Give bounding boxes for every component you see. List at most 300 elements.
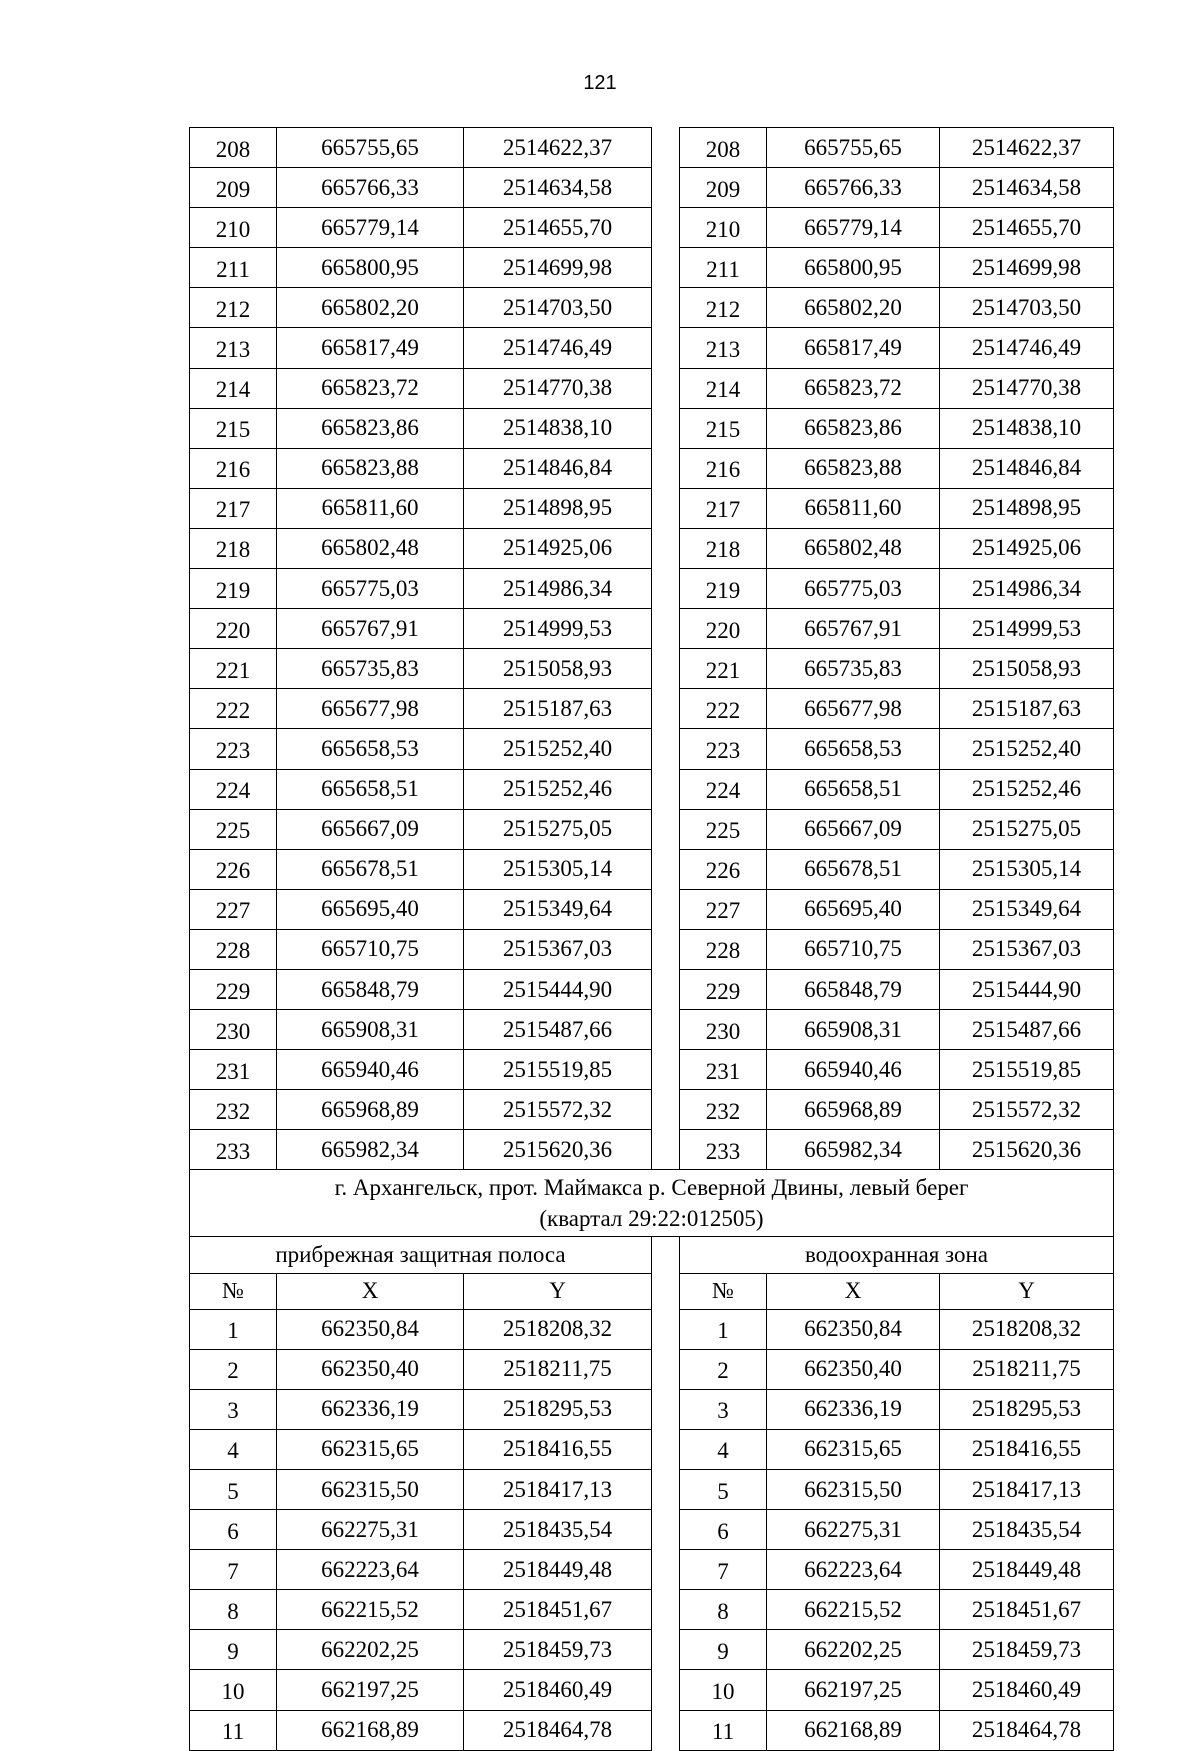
column-gap — [652, 1429, 680, 1469]
right-x-cell: 662223,64 — [767, 1550, 940, 1590]
right-x-cell: 662315,65 — [767, 1429, 940, 1469]
right-num-cell: 217 — [680, 488, 767, 528]
right-num-cell: 212 — [680, 288, 767, 328]
left-x-cell: 665767,91 — [277, 609, 464, 649]
right-x-cell: 665968,89 — [767, 1090, 940, 1130]
column-gap — [652, 769, 680, 809]
right-group-header: водоохранная зона — [680, 1237, 1114, 1273]
column-gap — [652, 1670, 680, 1710]
section-block — [190, 1170, 1114, 1309]
left-x-cell: 665678,51 — [277, 849, 464, 889]
left-num-cell: 208 — [190, 128, 277, 168]
left-num-cell: 210 — [190, 208, 277, 248]
left-y-cell: 2514838,10 — [464, 408, 652, 448]
right-col-x: X — [767, 1273, 940, 1309]
column-gap — [652, 288, 680, 328]
left-y-cell: 2515252,46 — [464, 769, 652, 809]
left-num-cell: 7 — [190, 1550, 277, 1590]
right-num-cell: 215 — [680, 408, 767, 448]
left-col-y: Y — [464, 1273, 652, 1309]
left-col-num: № — [190, 1273, 277, 1309]
column-gap — [652, 128, 680, 168]
right-y-cell: 2514699,98 — [940, 248, 1114, 288]
left-num-cell: 227 — [190, 889, 277, 929]
left-x-cell: 665908,31 — [277, 1010, 464, 1050]
left-x-cell: 662315,50 — [277, 1470, 464, 1510]
left-x-cell: 665658,53 — [277, 729, 464, 769]
left-x-cell: 665817,49 — [277, 328, 464, 368]
right-num-cell: 216 — [680, 448, 767, 488]
table-row — [190, 1470, 1114, 1510]
right-y-cell: 2518459,73 — [940, 1630, 1114, 1670]
left-num-cell: 232 — [190, 1090, 277, 1130]
left-y-cell: 2518416,55 — [464, 1429, 652, 1469]
column-gap — [652, 849, 680, 889]
left-num-cell: 1 — [190, 1309, 277, 1349]
right-y-cell: 2518460,49 — [940, 1670, 1114, 1710]
left-y-cell: 2515187,63 — [464, 689, 652, 729]
column-gap — [652, 368, 680, 408]
right-y-cell: 2518208,32 — [940, 1309, 1114, 1349]
right-num-cell: 228 — [680, 929, 767, 969]
column-gap — [652, 408, 680, 448]
left-num-cell: 4 — [190, 1429, 277, 1469]
table-row — [190, 769, 1114, 809]
right-y-cell: 2514655,70 — [940, 208, 1114, 248]
right-x-cell: 665767,91 — [767, 609, 940, 649]
coordinates-table — [189, 127, 1114, 1751]
right-y-cell: 2514986,34 — [940, 569, 1114, 609]
right-y-cell: 2518464,78 — [940, 1710, 1114, 1750]
left-num-cell: 8 — [190, 1590, 277, 1630]
left-x-cell: 665775,03 — [277, 569, 464, 609]
column-gap — [652, 1309, 680, 1349]
left-y-cell: 2518208,32 — [464, 1309, 652, 1349]
table-row — [190, 929, 1114, 969]
right-num-cell: 226 — [680, 849, 767, 889]
column-gap — [652, 1550, 680, 1590]
right-y-cell: 2515058,93 — [940, 649, 1114, 689]
left-x-cell: 665779,14 — [277, 208, 464, 248]
right-num-cell: 209 — [680, 168, 767, 208]
column-gap — [652, 248, 680, 288]
right-num-cell: 1 — [680, 1309, 767, 1349]
left-num-cell: 11 — [190, 1710, 277, 1750]
right-num-cell: 231 — [680, 1050, 767, 1090]
column-gap — [652, 1050, 680, 1090]
table-row — [190, 689, 1114, 729]
right-num-cell: 222 — [680, 689, 767, 729]
right-x-cell: 665735,83 — [767, 649, 940, 689]
table-row — [190, 328, 1114, 368]
column-gap — [652, 1389, 680, 1429]
right-y-cell: 2514898,95 — [940, 488, 1114, 528]
right-y-cell: 2515519,85 — [940, 1050, 1114, 1090]
column-gap — [652, 1130, 680, 1170]
left-x-cell: 662275,31 — [277, 1510, 464, 1550]
left-y-cell: 2515519,85 — [464, 1050, 652, 1090]
column-gap — [652, 569, 680, 609]
table-row — [190, 1090, 1114, 1130]
right-x-cell: 665982,34 — [767, 1130, 940, 1170]
left-y-cell: 2515620,36 — [464, 1130, 652, 1170]
column-gap — [652, 488, 680, 528]
section-title-line2: (квартал 29:22:012505) — [539, 1206, 764, 1232]
right-y-cell: 2518417,13 — [940, 1470, 1114, 1510]
left-y-cell: 2514746,49 — [464, 328, 652, 368]
table-row — [190, 1010, 1114, 1050]
right-y-cell: 2514999,53 — [940, 609, 1114, 649]
left-x-cell: 665735,83 — [277, 649, 464, 689]
table-row — [190, 1630, 1114, 1670]
left-num-cell: 222 — [190, 689, 277, 729]
left-y-cell: 2514925,06 — [464, 528, 652, 568]
right-x-cell: 665678,51 — [767, 849, 940, 889]
right-y-cell: 2514634,58 — [940, 168, 1114, 208]
left-num-cell: 221 — [190, 649, 277, 689]
right-y-cell: 2518435,54 — [940, 1510, 1114, 1550]
left-x-cell: 665710,75 — [277, 929, 464, 969]
left-y-cell: 2514898,95 — [464, 488, 652, 528]
table-row — [190, 1050, 1114, 1090]
left-num-cell: 230 — [190, 1010, 277, 1050]
left-x-cell: 662315,65 — [277, 1429, 464, 1469]
left-num-cell: 212 — [190, 288, 277, 328]
right-y-cell: 2515275,05 — [940, 809, 1114, 849]
column-gap — [652, 1010, 680, 1050]
table-row — [190, 168, 1114, 208]
left-num-cell: 217 — [190, 488, 277, 528]
left-x-cell: 665695,40 — [277, 889, 464, 929]
section-title — [190, 1170, 1114, 1237]
left-y-cell: 2514634,58 — [464, 168, 652, 208]
right-x-cell: 662315,50 — [767, 1470, 940, 1510]
left-y-cell: 2514703,50 — [464, 288, 652, 328]
column-gap — [652, 328, 680, 368]
right-num-cell: 227 — [680, 889, 767, 929]
column-gap — [652, 1630, 680, 1670]
page-number: 121 — [583, 72, 617, 94]
right-num-cell: 225 — [680, 809, 767, 849]
right-num-cell: 8 — [680, 1590, 767, 1630]
right-num-cell: 219 — [680, 569, 767, 609]
right-x-cell: 662215,52 — [767, 1590, 940, 1630]
left-y-cell: 2518211,75 — [464, 1349, 652, 1389]
right-x-cell: 665823,86 — [767, 408, 940, 448]
left-num-cell: 9 — [190, 1630, 277, 1670]
right-num-cell: 221 — [680, 649, 767, 689]
left-num-cell: 229 — [190, 969, 277, 1009]
table-row — [190, 288, 1114, 328]
left-num-cell: 218 — [190, 528, 277, 568]
left-x-cell: 665811,60 — [277, 488, 464, 528]
right-y-cell: 2514746,49 — [940, 328, 1114, 368]
right-x-cell: 665817,49 — [767, 328, 940, 368]
right-x-cell: 662168,89 — [767, 1710, 940, 1750]
right-x-cell: 665658,53 — [767, 729, 940, 769]
table-row — [190, 809, 1114, 849]
left-x-cell: 662202,25 — [277, 1630, 464, 1670]
column-gap — [652, 1090, 680, 1130]
right-x-cell: 665775,03 — [767, 569, 940, 609]
left-y-cell: 2515349,64 — [464, 889, 652, 929]
right-x-cell: 665755,65 — [767, 128, 940, 168]
left-y-cell: 2515305,14 — [464, 849, 652, 889]
table-row — [190, 649, 1114, 689]
left-y-cell: 2514986,34 — [464, 569, 652, 609]
right-num-cell: 11 — [680, 1710, 767, 1750]
table-row — [190, 1309, 1114, 1349]
right-num-cell: 9 — [680, 1630, 767, 1670]
left-y-cell: 2514655,70 — [464, 208, 652, 248]
left-x-cell: 665982,34 — [277, 1130, 464, 1170]
right-x-cell: 665802,48 — [767, 528, 940, 568]
table-row — [190, 1550, 1114, 1590]
table-row — [190, 849, 1114, 889]
left-x-cell: 662350,40 — [277, 1349, 464, 1389]
right-x-cell: 662202,25 — [767, 1630, 940, 1670]
left-x-cell: 662168,89 — [277, 1710, 464, 1750]
right-x-cell: 665779,14 — [767, 208, 940, 248]
left-y-cell: 2514770,38 — [464, 368, 652, 408]
right-y-cell: 2515349,64 — [940, 889, 1114, 929]
left-num-cell: 226 — [190, 849, 277, 889]
right-x-cell: 665811,60 — [767, 488, 940, 528]
table-row — [190, 1590, 1114, 1630]
left-y-cell: 2515367,03 — [464, 929, 652, 969]
table-row — [190, 889, 1114, 929]
right-y-cell: 2515252,40 — [940, 729, 1114, 769]
table-row — [190, 408, 1114, 448]
left-x-cell: 665802,48 — [277, 528, 464, 568]
table-row — [190, 729, 1114, 769]
left-x-cell: 665766,33 — [277, 168, 464, 208]
right-x-cell: 662336,19 — [767, 1389, 940, 1429]
left-num-cell: 211 — [190, 248, 277, 288]
table-row — [190, 569, 1114, 609]
column-gap — [652, 729, 680, 769]
right-y-cell: 2514770,38 — [940, 368, 1114, 408]
column-gap — [652, 1710, 680, 1750]
left-num-cell: 220 — [190, 609, 277, 649]
column-gap — [652, 1590, 680, 1630]
left-x-cell: 665968,89 — [277, 1090, 464, 1130]
left-y-cell: 2515275,05 — [464, 809, 652, 849]
left-x-cell: 665823,86 — [277, 408, 464, 448]
right-y-cell: 2515572,32 — [940, 1090, 1114, 1130]
column-gap — [652, 448, 680, 488]
right-num-cell: 10 — [680, 1670, 767, 1710]
left-x-cell: 665658,51 — [277, 769, 464, 809]
left-x-cell: 662197,25 — [277, 1670, 464, 1710]
right-x-cell: 662197,25 — [767, 1670, 940, 1710]
right-x-cell: 665677,98 — [767, 689, 940, 729]
right-num-cell: 6 — [680, 1510, 767, 1550]
left-num-cell: 213 — [190, 328, 277, 368]
right-num-cell: 233 — [680, 1130, 767, 1170]
right-y-cell: 2515252,46 — [940, 769, 1114, 809]
column-gap — [652, 889, 680, 929]
left-x-cell: 665823,72 — [277, 368, 464, 408]
right-y-cell: 2514925,06 — [940, 528, 1114, 568]
left-x-cell: 665800,95 — [277, 248, 464, 288]
right-num-cell: 7 — [680, 1550, 767, 1590]
column-gap — [652, 929, 680, 969]
column-gap — [652, 609, 680, 649]
right-num-cell: 208 — [680, 128, 767, 168]
left-y-cell: 2518417,13 — [464, 1470, 652, 1510]
right-x-cell: 665823,72 — [767, 368, 940, 408]
left-y-cell: 2515572,32 — [464, 1090, 652, 1130]
right-col-num: № — [680, 1273, 767, 1309]
right-num-cell: 3 — [680, 1389, 767, 1429]
left-y-cell: 2515252,40 — [464, 729, 652, 769]
column-gap — [652, 1470, 680, 1510]
section-rows — [190, 1309, 1114, 1750]
right-x-cell: 665710,75 — [767, 929, 940, 969]
right-x-cell: 665800,95 — [767, 248, 940, 288]
table-row — [190, 1349, 1114, 1389]
right-num-cell: 223 — [680, 729, 767, 769]
right-y-cell: 2515620,36 — [940, 1130, 1114, 1170]
column-gap — [652, 809, 680, 849]
right-x-cell: 665766,33 — [767, 168, 940, 208]
left-y-cell: 2518449,48 — [464, 1550, 652, 1590]
left-num-cell: 214 — [190, 368, 277, 408]
right-y-cell: 2515305,14 — [940, 849, 1114, 889]
right-num-cell: 230 — [680, 1010, 767, 1050]
column-gap — [652, 689, 680, 729]
right-y-cell: 2514703,50 — [940, 288, 1114, 328]
left-x-cell: 662350,84 — [277, 1309, 464, 1349]
left-x-cell: 665940,46 — [277, 1050, 464, 1090]
table-row — [190, 448, 1114, 488]
table-row — [190, 128, 1114, 168]
left-num-cell: 219 — [190, 569, 277, 609]
right-num-cell: 224 — [680, 769, 767, 809]
left-x-cell: 665823,88 — [277, 448, 464, 488]
left-y-cell: 2518295,53 — [464, 1389, 652, 1429]
right-y-cell: 2514846,84 — [940, 448, 1114, 488]
column-gap — [652, 969, 680, 1009]
right-x-cell: 665802,20 — [767, 288, 940, 328]
column-gap — [652, 1237, 680, 1273]
left-y-cell: 2518451,67 — [464, 1590, 652, 1630]
right-y-cell: 2515487,66 — [940, 1010, 1114, 1050]
right-num-cell: 213 — [680, 328, 767, 368]
column-gap — [652, 168, 680, 208]
section-title-row — [190, 1170, 1114, 1237]
table-row — [190, 208, 1114, 248]
table-row — [190, 488, 1114, 528]
left-num-cell: 3 — [190, 1389, 277, 1429]
left-y-cell: 2514846,84 — [464, 448, 652, 488]
left-y-cell: 2514699,98 — [464, 248, 652, 288]
left-x-cell: 665802,20 — [277, 288, 464, 328]
table-row — [190, 609, 1114, 649]
right-num-cell: 4 — [680, 1429, 767, 1469]
column-gap — [652, 528, 680, 568]
right-x-cell: 665667,09 — [767, 809, 940, 849]
table-row — [190, 1510, 1114, 1550]
right-y-cell: 2518211,75 — [940, 1349, 1114, 1389]
column-gap — [652, 649, 680, 689]
right-x-cell: 665823,88 — [767, 448, 940, 488]
right-x-cell: 665848,79 — [767, 969, 940, 1009]
table-row — [190, 1130, 1114, 1170]
right-num-cell: 211 — [680, 248, 767, 288]
column-gap — [652, 1349, 680, 1389]
left-num-cell: 10 — [190, 1670, 277, 1710]
right-col-y: Y — [940, 1273, 1114, 1309]
right-x-cell: 662350,40 — [767, 1349, 940, 1389]
right-y-cell: 2518451,67 — [940, 1590, 1114, 1630]
column-gap — [652, 1273, 680, 1309]
left-y-cell: 2515487,66 — [464, 1010, 652, 1050]
table-row — [190, 248, 1114, 288]
left-num-cell: 216 — [190, 448, 277, 488]
left-y-cell: 2518459,73 — [464, 1630, 652, 1670]
left-num-cell: 233 — [190, 1130, 277, 1170]
right-y-cell: 2514838,10 — [940, 408, 1114, 448]
left-num-cell: 215 — [190, 408, 277, 448]
left-x-cell: 665848,79 — [277, 969, 464, 1009]
right-num-cell: 229 — [680, 969, 767, 1009]
left-y-cell: 2518460,49 — [464, 1670, 652, 1710]
right-num-cell: 5 — [680, 1470, 767, 1510]
right-num-cell: 220 — [680, 609, 767, 649]
left-y-cell: 2515058,93 — [464, 649, 652, 689]
right-num-cell: 218 — [680, 528, 767, 568]
right-y-cell: 2518449,48 — [940, 1550, 1114, 1590]
right-num-cell: 2 — [680, 1349, 767, 1389]
section-title-line1: г. Архангельск, прот. Маймакса р. Северной Двины, левый берег — [334, 1175, 969, 1201]
left-y-cell: 2518435,54 — [464, 1510, 652, 1550]
table-row — [190, 528, 1114, 568]
left-num-cell: 5 — [190, 1470, 277, 1510]
left-y-cell: 2514999,53 — [464, 609, 652, 649]
right-y-cell: 2515187,63 — [940, 689, 1114, 729]
right-y-cell: 2518295,53 — [940, 1389, 1114, 1429]
right-x-cell: 665908,31 — [767, 1010, 940, 1050]
right-y-cell: 2515444,90 — [940, 969, 1114, 1009]
left-x-cell: 662215,52 — [277, 1590, 464, 1630]
right-x-cell: 665940,46 — [767, 1050, 940, 1090]
right-x-cell: 662350,84 — [767, 1309, 940, 1349]
column-gap — [652, 208, 680, 248]
left-num-cell: 209 — [190, 168, 277, 208]
left-y-cell: 2518464,78 — [464, 1710, 652, 1750]
table-row — [190, 969, 1114, 1009]
left-num-cell: 223 — [190, 729, 277, 769]
left-col-x: X — [277, 1273, 464, 1309]
column-header-row — [190, 1273, 1114, 1309]
left-num-cell: 225 — [190, 809, 277, 849]
left-group-header: прибрежная защитная полоса — [190, 1237, 652, 1273]
left-x-cell: 665677,98 — [277, 689, 464, 729]
right-x-cell: 662275,31 — [767, 1510, 940, 1550]
left-num-cell: 6 — [190, 1510, 277, 1550]
table-row — [190, 1710, 1114, 1750]
right-num-cell: 210 — [680, 208, 767, 248]
right-y-cell: 2514622,37 — [940, 128, 1114, 168]
upper-rows — [190, 128, 1114, 1170]
table-row — [190, 1389, 1114, 1429]
left-x-cell: 665667,09 — [277, 809, 464, 849]
left-y-cell: 2514622,37 — [464, 128, 652, 168]
right-x-cell: 665695,40 — [767, 889, 940, 929]
left-y-cell: 2515444,90 — [464, 969, 652, 1009]
